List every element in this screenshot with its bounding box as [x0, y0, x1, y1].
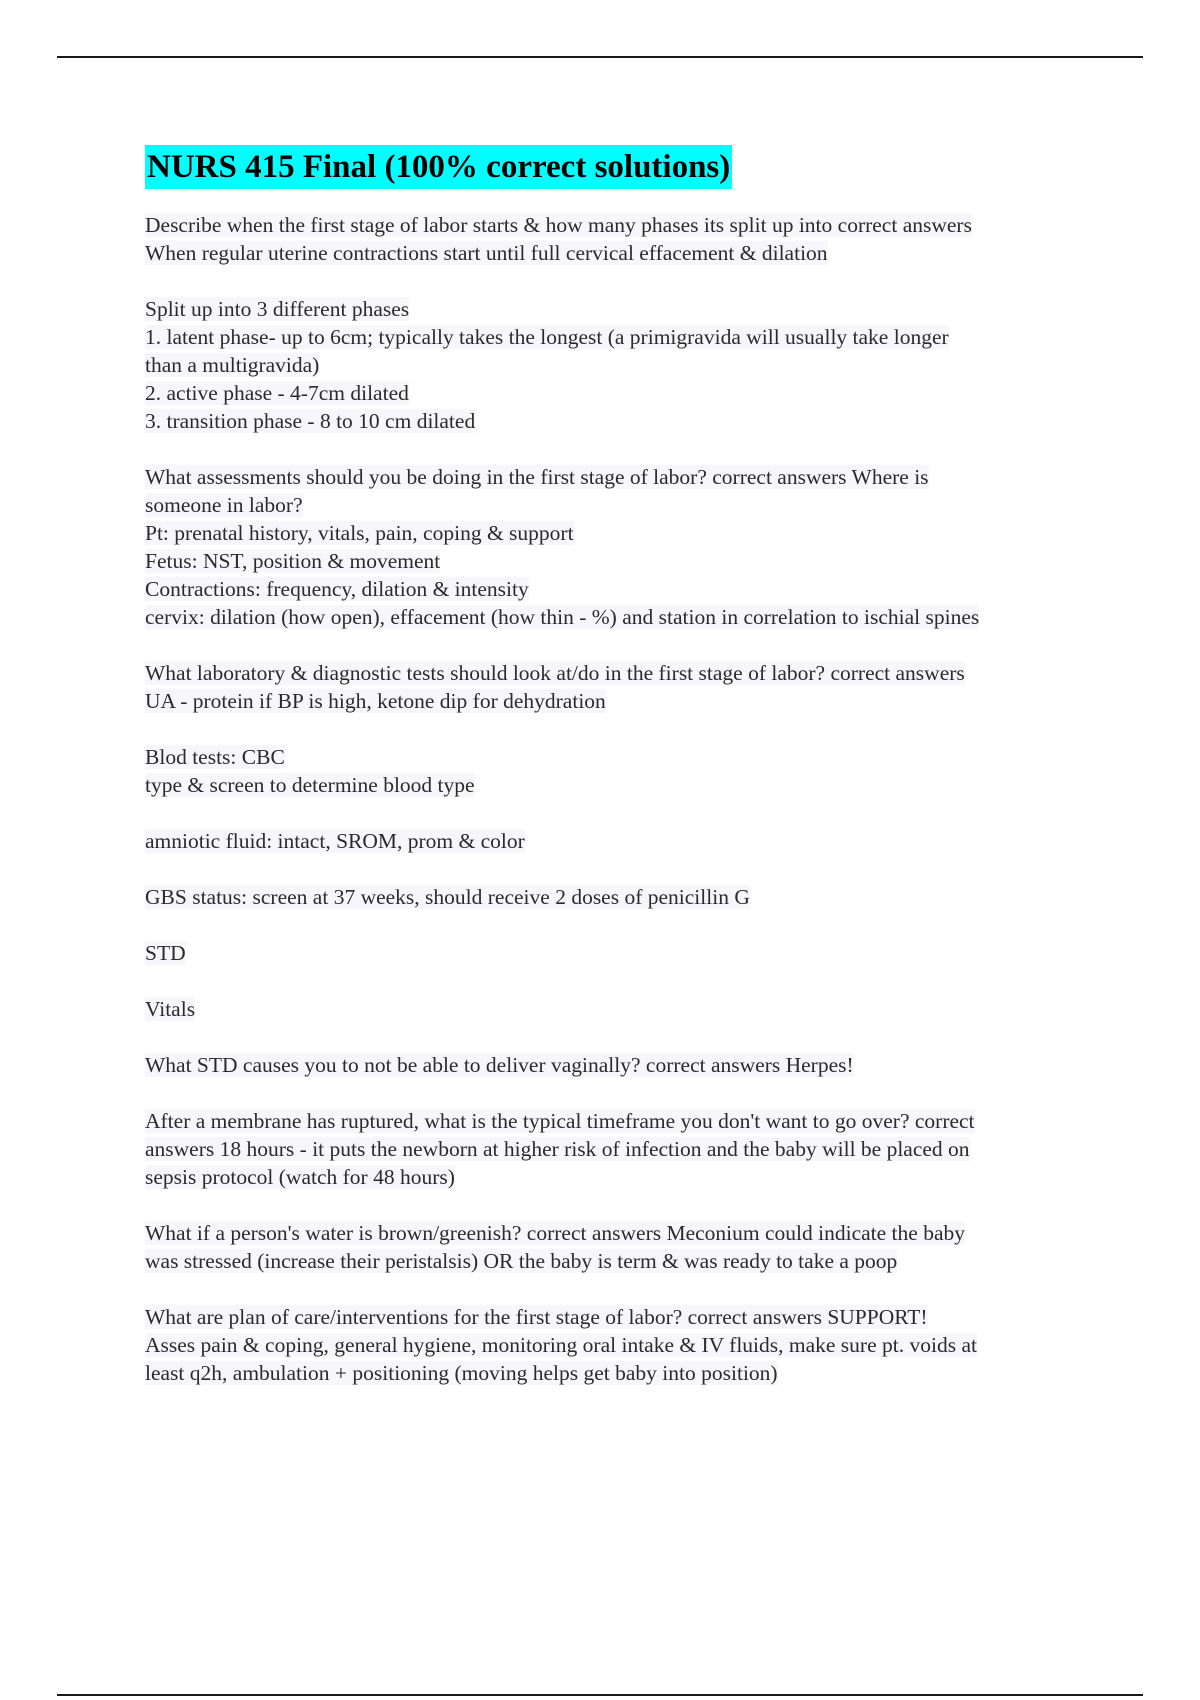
qa-section [145, 883, 1095, 911]
text-line [145, 659, 1095, 687]
qa-section [145, 1303, 1095, 1387]
bottom-rule [57, 1694, 1143, 1696]
document-body [145, 145, 1095, 1415]
text-line [145, 1219, 1095, 1247]
text-line [145, 1331, 1095, 1359]
text-line-content: Split up into 3 different phases [145, 297, 410, 321]
text-line-content: GBS status: screen at 37 weeks, should receive 2 doses of penicillin G [145, 885, 750, 909]
text-line-content: Describe when the first stage of labor starts & how many phases its split up into correct answers [145, 213, 972, 237]
text-line-content: What are plan of care/interventions for the first stage of labor? correct answers SUPPORT! [145, 1305, 928, 1329]
text-line [145, 295, 1095, 323]
text-line [145, 407, 1095, 435]
qa-section [145, 939, 1095, 967]
text-line [145, 743, 1095, 771]
text-line-content: cervix: dilation (how open), effacement (how thin - %) and station in correlation to ischial spines [145, 605, 980, 629]
text-line-content: least q2h, ambulation + positioning (moving helps get baby into position) [145, 1361, 778, 1385]
text-line-content: When regular uterine contractions start until full cervical effacement & dilation [145, 241, 828, 265]
text-line [145, 1135, 1095, 1163]
text-line [145, 1051, 1095, 1079]
text-line-content: amniotic fluid: intact, SROM, prom & color [145, 829, 525, 853]
text-line [145, 1303, 1095, 1331]
text-line-content: 3. transition phase - 8 to 10 cm dilated [145, 409, 476, 433]
text-line-content: 2. active phase - 4-7cm dilated [145, 381, 409, 405]
text-line [145, 827, 1095, 855]
text-line [145, 995, 1095, 1023]
qa-section [145, 659, 1095, 715]
text-line-content: What laboratory & diagnostic tests should look at/do in the first stage of labor? correct answers [145, 661, 965, 685]
qa-section [145, 295, 1095, 435]
text-line-content: than a multigravida) [145, 353, 320, 377]
text-line-content: UA - protein if BP is high, ketone dip for dehydration [145, 689, 606, 713]
text-line-content: sepsis protocol (watch for 48 hours) [145, 1165, 455, 1189]
text-line [145, 463, 1095, 491]
text-line [145, 519, 1095, 547]
text-line-content: Fetus: NST, position & movement [145, 549, 441, 573]
text-line [145, 1107, 1095, 1135]
text-line-content: STD [145, 941, 186, 965]
text-line [145, 575, 1095, 603]
qa-sections [145, 211, 1095, 1387]
text-line-content: Contractions: frequency, dilation & intensity [145, 577, 529, 601]
text-line [145, 1247, 1095, 1275]
text-line-content: What STD causes you to not be able to deliver vaginally? correct answers Herpes! [145, 1053, 854, 1077]
text-line [145, 939, 1095, 967]
text-line [145, 491, 1095, 519]
qa-section [145, 1107, 1095, 1191]
text-line [145, 211, 1095, 239]
qa-section [145, 1219, 1095, 1275]
text-line [145, 323, 1095, 351]
qa-section [145, 827, 1095, 855]
text-line [145, 603, 1095, 631]
text-line [145, 771, 1095, 799]
text-line-content: 1. latent phase- up to 6cm; typically takes the longest (a primigravida will usually take longer [145, 325, 949, 349]
text-line-content: Asses pain & coping, general hygiene, monitoring oral intake & IV fluids, make sure pt. voids at [145, 1333, 977, 1357]
qa-section [145, 211, 1095, 267]
text-line-content: answers 18 hours - it puts the newborn at higher risk of infection and the baby will be placed on [145, 1137, 970, 1161]
text-line-content: type & screen to determine blood type [145, 773, 475, 797]
top-rule [57, 56, 1143, 58]
text-line [145, 351, 1095, 379]
text-line [145, 239, 1095, 267]
text-line [145, 1359, 1095, 1387]
text-line [145, 547, 1095, 575]
text-line [145, 687, 1095, 715]
document-title: NURS 415 Final (100% correct solutions) [145, 145, 732, 189]
text-line-content: Pt: prenatal history, vitals, pain, coping & support [145, 521, 574, 545]
text-line-content: Vitals [145, 997, 196, 1021]
text-line-content: someone in labor? [145, 493, 303, 517]
text-line [145, 1163, 1095, 1191]
text-line-content: was stressed (increase their peristalsis) OR the baby is term & was ready to take a poop [145, 1249, 898, 1273]
text-line [145, 883, 1095, 911]
text-line-content: After a membrane has ruptured, what is the typical timeframe you don't want to go over? correct [145, 1109, 975, 1133]
qa-section [145, 1051, 1095, 1079]
text-line [145, 379, 1095, 407]
text-line-content: Blod tests: CBC [145, 745, 285, 769]
qa-section [145, 463, 1095, 631]
text-line-content: What assessments should you be doing in the first stage of labor? correct answers Where is [145, 465, 929, 489]
text-line-content: What if a person's water is brown/greenish? correct answers Meconium could indicate the baby [145, 1221, 965, 1245]
qa-section [145, 995, 1095, 1023]
qa-section [145, 743, 1095, 799]
